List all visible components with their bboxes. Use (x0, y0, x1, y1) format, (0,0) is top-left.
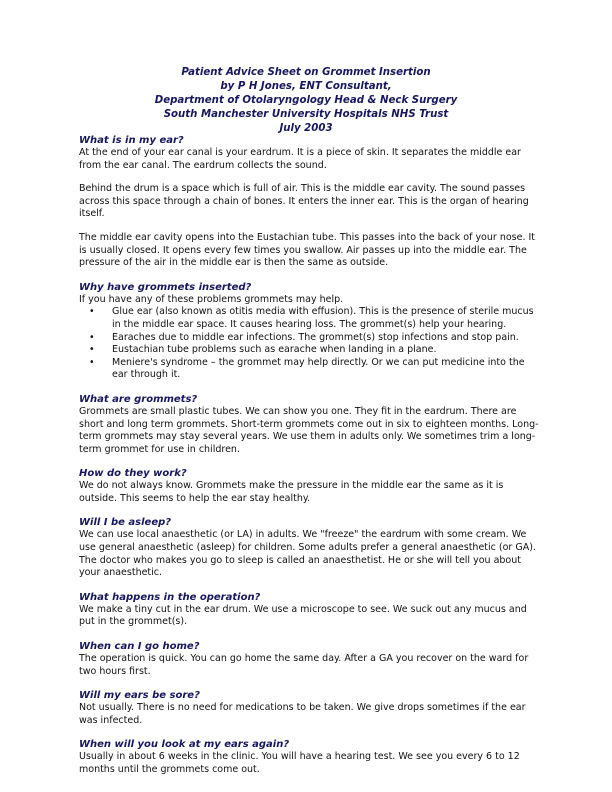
bullet-icon: • (89, 331, 95, 343)
section-operation (79, 591, 541, 629)
paragraph: We can use local anaesthetic (or LA) in adults. We "freeze" the eardrum with some cream. We use general anaesthetic (asleep) for children. Some adults prefer a general anaesthetic (or GA). The doctor who makes you go to sleep is called an anaesthetist. He or she will tell you about your anaesthetic. (79, 529, 536, 579)
section-heading: What is in my ear? (79, 135, 184, 146)
section-what-is-in-my-ear (79, 134, 541, 270)
section-heading: How do they work? (79, 468, 187, 480)
section-will-i-be-asleep (79, 516, 541, 579)
body-text (79, 134, 541, 777)
paragraph: Behind the drum is a space which is full of air. This is the middle ear cavity. The sound passes across this space through a chain of bones. It enters the inner ear. This is the organ of hearing itself. (79, 183, 529, 220)
paragraph: The operation is quick. You can go home the same day. After a GA you recover on the ward for two hours first. (79, 653, 529, 677)
list-item-text: Eustachian tube problems such as earache when landing in a plane. (112, 344, 437, 356)
list-item-text: Meniere's syndrome – the grommet may help directly. Or we can put medicine into the ear through it. (112, 356, 525, 381)
paragraph: Not usually. There is no need for medications to be taken. We give drops sometimes if the ear was infected. (79, 702, 526, 726)
section-why-grommets (79, 281, 541, 382)
department-line: Department of Otolaryngology Head & Neck Surgery (154, 95, 458, 106)
section-what-are-grommets (79, 393, 541, 456)
list-item-text: Glue ear (also known as otitis media with effusion). This is the presence of sterile mucus in the middle ear space. It causes hearing loss. The grommet(s) help your hearing. (112, 306, 534, 330)
section-look-again (79, 738, 541, 776)
paragraph: The middle ear cavity opens into the Eustachian tube. This passes into the back of your nose. It is usually closed. It opens every few times you swallow. Air passes up into the middle ear. The pressure of the air in the middle ear is then the same as outside. (79, 231, 536, 269)
list-item (79, 344, 541, 357)
list-item (79, 332, 541, 345)
paragraph: Grommets are small plastic tubes. We can show you one. They fit in the eardrum. There are short and long term grommets. Short-term grommets come out in six to eighteen months. Long-term grommets may stay several years. We use them in adults only. We sometimes trim a long-term grommet for use in children. (79, 405, 539, 455)
bullet-icon: • (89, 306, 95, 318)
section-heading: When can I go home? (79, 641, 200, 653)
section-heading: What are grommets? (79, 393, 198, 405)
section-ears-sore (79, 689, 541, 727)
list-item-text: Earaches due to middle ear infections. The grommet(s) stop infections and stop pain. (112, 331, 519, 343)
date-line: July 2003 (279, 123, 333, 134)
document-title: Patient Advice Sheet on Grommet Insertion (181, 67, 431, 78)
section-heading: Why have grommets inserted? (79, 281, 252, 293)
bullet-list (79, 306, 541, 382)
trust-line: South Manchester University Hospitals NHS Trust (163, 109, 449, 120)
paragraph: We make a tiny cut in the ear drum. We use a microscope to see. We suck out any mucus and put in the grommet(s). (79, 603, 527, 628)
section-heading: When will you look at my ears again? (79, 739, 290, 751)
title-block (0, 66, 612, 136)
section-how-do-they-work (79, 467, 541, 505)
paragraph: Usually in about 6 weeks in the clinic. You will have a hearing test. We see you every 6 to 12 months until the grommets come out. (79, 751, 520, 775)
section-go-home (79, 640, 541, 678)
list-item (79, 357, 541, 382)
list-item (79, 306, 541, 331)
paragraph: We do not always know. Grommets make the pressure in the middle ear the same as it is outside. This seems to help the ear stay healthy. (79, 480, 504, 504)
author-line: by P H Jones, ENT Consultant, (220, 81, 392, 92)
bullet-icon: • (89, 344, 95, 356)
section-heading: Will I be asleep? (79, 517, 172, 529)
bullet-icon: • (89, 356, 95, 368)
paragraph: If you have any of these problems grommets may help. (79, 293, 344, 305)
section-heading: What happens in the operation? (79, 591, 261, 603)
paragraph: At the end of your ear canal is your eardrum. It is a piece of skin. It separates the middle ear from the ear canal. The eardrum collects the sound. (79, 147, 521, 171)
section-heading: Will my ears be sore? (79, 690, 200, 702)
